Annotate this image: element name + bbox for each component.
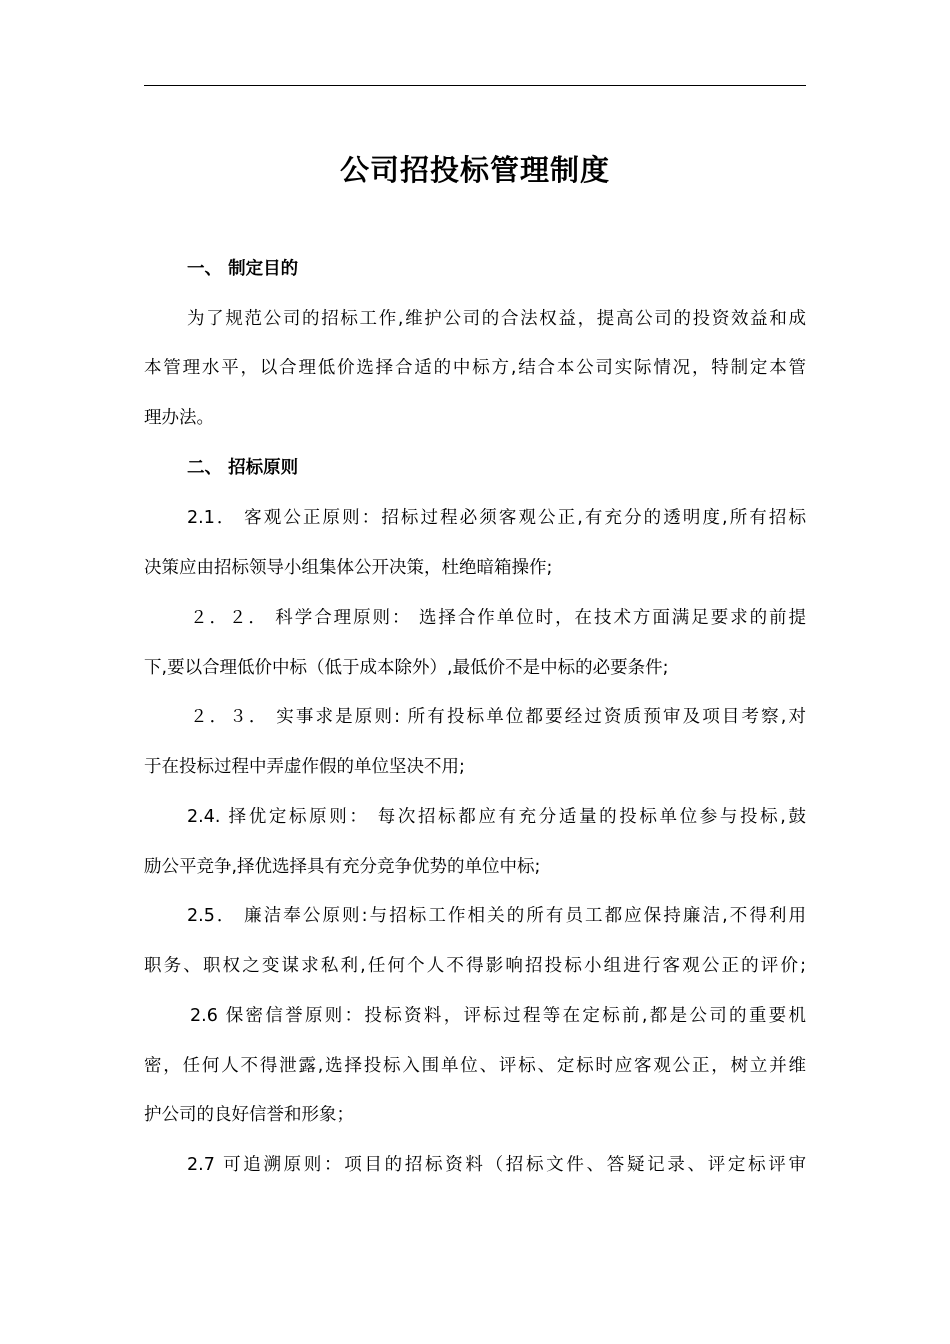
principle-line: 下,要以合理低价中标（低于成本除外）,最低价不是中标的必要条件; bbox=[144, 658, 669, 678]
principle-line: ２．３． 实事求是原则: 所有投标单位都要经过资质预审及项目考察,对 bbox=[190, 707, 806, 727]
principle-line: 2.1． 客观公正原则：招标过程必须客观公正,有充分的透明度,所有招标 bbox=[187, 508, 806, 528]
principle-line: 职务、职权之变谋求私利,任何个人不得影响招投标小组进行客观公正的评价; bbox=[144, 956, 806, 976]
principle-line: 决策应由招标领导小组集体公开决策，杜绝暗箱操作; bbox=[144, 558, 553, 578]
principle-line: 密，任何人不得泄露,选择投标入围单位、评标、定标时应客观公正，树立并维 bbox=[144, 1056, 806, 1076]
principle-line: 2.5． 廉洁奉公原则:与招标工作相关的所有员工都应保持廉洁,不得利用 bbox=[187, 906, 806, 926]
principle-line: ２．２． 科学合理原则： 选择合作单位时，在技术方面满足要求的前提 bbox=[190, 608, 806, 628]
principle-line: 2.7 可追溯原则：项目的招标资料（招标文件、答疑记录、评定标评审 bbox=[187, 1155, 806, 1175]
header-rule bbox=[144, 85, 806, 86]
principle-line: 护公司的良好信誉和形象； bbox=[144, 1105, 354, 1125]
principle-line: 励公平竞争,择优选择具有充分竞争优势的单位中标; bbox=[144, 857, 541, 877]
document-title: 公司招投标管理制度 bbox=[339, 153, 610, 187]
principle-line: 于在投标过程中弄虚作假的单位坚决不用; bbox=[144, 757, 465, 777]
principle-line: 2.6 保密信誉原则：投标资料，评标过程等在定标前,都是公司的重要机 bbox=[190, 1006, 806, 1026]
section-heading-purpose: 一、 制定目的 bbox=[187, 259, 299, 279]
paragraph-line: 本管理水平，以合理低价选择合适的中标方,结合本公司实际情况，特制定本管 bbox=[144, 358, 806, 378]
section-heading-principles: 二、 招标原则 bbox=[187, 458, 299, 478]
paragraph-line: 理办法。 bbox=[144, 408, 214, 428]
principle-line: 2.4. 择优定标原则： 每次招标都应有充分适量的投标单位参与投标,鼓 bbox=[187, 807, 806, 827]
paragraph-line: 为了规范公司的招标工作,维护公司的合法权益，提高公司的投资效益和成 bbox=[187, 309, 806, 329]
